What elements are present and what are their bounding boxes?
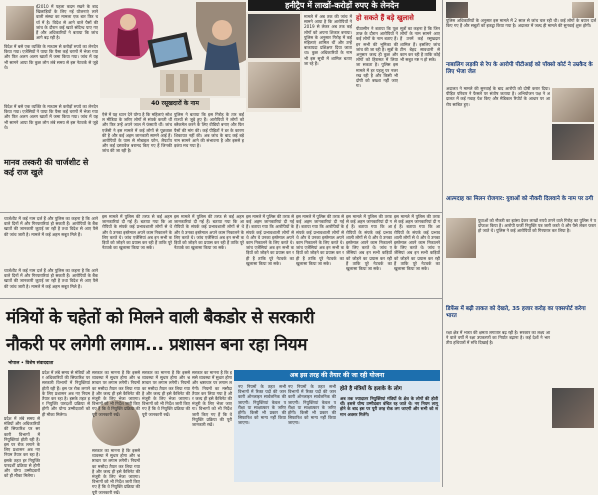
suspect-photo-1: [248, 14, 300, 58]
column-divider-lower: [442, 300, 443, 487]
bottom-body-mid-b: सरकार का मानना है कि इससे व्यवस्था में सुधार होगा और भ्रष्टाचार पर लगाम लगेगी। नियमों का मसौदा तैयार कर लिया गया है और जल्द ही इसे कैबिनेट की मंजूरी के लिए भेजा जाएगा। विभागों को भी निर्देश जारी किए गए हैं कि वे नियुक्ति प्रक्रिया की पूरी जानकारी रखें।: [92, 448, 140, 495]
plan-side-text: अब तक ज्यादातर नियुक्तियां मंत्रियों के क्षेत्र के लोगों की होती थीं। इससे योग्य उम्मीदवार वंचित रह जाते थे। नए नियम लागू होने के बाद इस पर पूरी तरह रोक लग जाएगी और सभी को समान अवसर मिलेंगे।: [340, 396, 438, 417]
top-left-body1: विदेश में बसे एक व्यक्ति के माध्यम से करोड़ों रुपये का लेनदेन किया गया। एजेंसियों ने पाया कि पैसा कई चरणों में भेजा गया और फिर अलग अलग खातों में जमा किया गया। जांच में यह भी सामने आया कि कुछ लोग लंबे समय से इस नेटवर्क से जुड़े थे।: [4, 44, 98, 70]
top-left-body1b: विदेश में बसे एक व्यक्ति के माध्यम से करोड़ों रुपये का लेनदेन किया गया। एजेंसियों ने पाया कि पैसा कई चरणों में भेजा गया और फिर अलग अलग खातों में जमा किया गया। जांच में यह भी सामने आया कि कुछ लोग लंबे समय से इस नेटवर्क से जुड़े थे।: [4, 104, 98, 130]
right-body-1: अदालत ने मामले की सुनवाई के बाद आरोपी को दोषी करार दिया। पीड़ित परिवार ने फैसले पर संतोष जताया है। अभियोजन पक्ष ने अदालत में कई गवाह पेश किए और मेडिकल रिपोर्ट के आधार पर आरोप साबित हुए।: [446, 86, 550, 107]
right-top-text: पुलिस अधिकारियों के अनुसार इस मामले में 2 साल से जांच चल रही थी। कई लोगों के बयान दर्ज किए गए हैं और सबूतों को इकट्ठा किया गया है। अदालत में जल्द ही मामले की सुनवाई शुरू होगी।: [446, 18, 596, 29]
lower-strip-col2: इस मामले में पुलिस की तरफ से कई अहम जानकारियां दी गई हैं। बताया गया कि आरोपियों के संपर्क कई प्रभावशाली लोगों से थे और वे उनका इस्तेमाल अपने काम निकालने के लिए करते थे। जांच एजेंसियां अब इन सभी कड़ियों को जोड़ने का प्रयास कर रही हैं ताकि पूरे नेटवर्क का खुलासा किया जा सके।: [174, 214, 244, 251]
lower-strip-col1: इस मामले में पुलिस की तरफ से कई अहम जानकारियां दी गई हैं। बताया गया कि आरोपियों के संपर्क कई प्रभावशाली लोगों से थे और वे उनका इस्तेमाल अपने काम निकालने के लिए करते थे। जांच एजेंसियां अब इन सभी कड़ियों को जोड़ने का प्रयास कर रही हैं ताकि पूरे नेटवर्क का खुलासा किया जा सके।: [102, 214, 172, 251]
lower-strip-col6: इस मामले में पुलिस की तरफ से कई अहम जानकारियां दी गई हैं। बताया गया कि आरोपियों के संपर्क कई प्रभावशाली लोगों से थे और वे उनका इस्तेमाल अपने काम निकालने के लिए करते थे। जांच एजेंसियां अब इन सभी कड़ियों को जोड़ने का प्रयास कर रही हैं ताकि पूरे नेटवर्क का खुलासा किया जा सके।: [394, 214, 440, 272]
bottom-body-left-b: प्रदेश में लंबे समय से मंत्रियों और अधिकारियों की सिफारिश पर सरकारी विभागों में नियुक्तियां होती रही हैं। इस पर रोक लगाने के लिए प्रशासन अब नए नियम तैयार कर रहा है। इसके तहत हर नियुक्ति पारदर्शी प्रक्रिया से होगी और योग्य उम्मीदवारों को ही मौका मिलेगा।: [4, 416, 40, 479]
right-top-photos: [446, 2, 596, 18]
feature-col-mid: मामले में अब तक की जांच में सामने आया है कि आरोपियों ने 2019 से लेकर अब तक कई लोगों को अपना शिकार बनाया। पुलिस के अनुसार गिरोह में कई महिलाएं शामिल थीं और उन्हें बाकायदा प्रशिक्षण दिया जाता था। कुछ अधिकारियों के नाम भी इस सूची में शामिल बताए जा रहे हैं।: [304, 14, 352, 66]
plan-side-head: होते है मंत्रियों के इलाके के लोग: [340, 386, 402, 392]
bottom-body-mid-a: सरकार का मानना है कि इससे व्यवस्था में सुधार होगा और भ्रष्टाचार पर लगाम लगेगी। नियमों का मसौदा तैयार कर लिया गया है और जल्द ही इसे कैबिनेट की मंजूरी के लिए भेजा जाएगा। विभागों को भी निर्देश जारी किए गए हैं कि वे नियुक्ति प्रक्रिया की पूरी जानकारी रखें।: [92, 370, 140, 417]
lower-strip-col3: इस मामले में पुलिस की तरफ से कई अहम जानकारियां दी गई हैं। बताया गया कि आरोपियों के संपर्क कई प्रभावशाली लोगों से थे और वे उनका इस्तेमाल अपने काम निकालने के लिए करते थे। जांच एजेंसियां अब इन सभी कड़ियों को जोड़ने का प्रयास कर रही हैं ताकि पूरे नेटवर्क का खुलासा किया जा सके।: [246, 214, 294, 266]
top-left-body2: चार्जशीट में कई नाम दर्ज हैं और पुलिस का कहना है कि आने वाले दिनों में और गिरफ्तारियां हो सकती हैं। आरोपियों के बैंक खातों की जानकारी जुटाई जा रही है तथा विदेश से आए पैसे की जांच जारी है। मामले में कई अहम सबूत मिले हैं।: [4, 216, 98, 237]
bottom-body-mid-c: सरकार का मानना है कि इससे व्यवस्था में सुधार होगा और भ्रष्टाचार पर लगाम लगेगी। नियमों का मसौदा तैयार कर लिया गया है और जल्द ही इसे कैबिनेट की मंजूरी के लिए भेजा जाएगा। विभागों को भी निर्देश जारी किए गए हैं कि वे नियुक्ति प्रक्रिया की पूरी जानकारी रखें।: [142, 370, 190, 417]
plan-box-text-b: नए नियमों के तहत सभी विभागों में रिक्त पदों की जानकारी ऑनलाइन सार्वजनिक की जाएगी। नियुक्तियां केवल परीक्षा या साक्षात्कार के जरिए होंगी। किसी भी प्रकार की सिफारिश को मान्य नहीं किया जाएगा।: [288, 384, 336, 426]
feature-masthead: हनीट्रैप में लाखों-करोड़ों रुपए के लेनदेन: [248, 0, 436, 11]
bottom-byline: भोपाल • विशेष संवाददाता: [8, 361, 54, 366]
right-photo-1: [446, 2, 468, 18]
right-photo-6: [552, 388, 594, 428]
right-photo-3: [552, 88, 594, 122]
feature-photo-strip: [246, 12, 302, 112]
top-left-subhead: मानव तस्करी की चार्जशीट से कई राज खुले: [4, 158, 89, 177]
headline-top-rule: [0, 298, 442, 299]
strip-top-rule: [0, 212, 442, 213]
main-headline-line1: मंत्रियों के चहेतों को मिलने वाली बैकडोर से सरकारी: [6, 308, 315, 328]
feature-body-b: पुलिस ने बताया कि इस गिरोह के तार कई राज्यों से जुड़े हुए हैं। आरोपियों ने लोगों को ब्लैकमेल करने के लिए वीडियो बनाए और फिर पैसों की मांग की। कई पीड़ितों ने डर के कारण शिकायत नहीं की। अब जांच के बाद कई बड़े नाम सामने आने की संभावना है और इससे हड़कंप मच गया है।: [174, 112, 244, 149]
feature-col-right: पीठासीन ने बताया कि पूछताछ के दौरान आरोपियों ने कई लोगों के नाम बताए हैं। इन सभी की भूमिका की जांच की जा रही है। सूत्रों के अनुसार जल्द ही कुछ और लोगों को हिरासत में लिया जा सकता है। पुलिस इस मामले में हर पहलू पर नजर रख रही है और किसी भी दोषी को बख्शा नहीं जाएगा।: [356, 26, 398, 89]
right-body-3: रक्षा क्षेत्र में भारत की क्षमता लगातार बढ़ रही है। सरकार का लक्ष्य आने वाले वर्षों में रक्षा उपकरणों का निर्यात बढ़ाना है। कई देशों ने भारतीय हथियारों में रुचि दिखाई है।: [446, 330, 550, 346]
right-photo-4: [552, 124, 594, 160]
right-head-1: नाबालिग लड़की से रेप के आरोपी पीटीआई को पॉक्सो कोर्ट ने उम्रकैद के लिए भेजा जेल: [446, 62, 593, 75]
right-head-2: आत्मदाह का मिलन रोजगार: युवाओं को नौकरी दिलवाने के नाम पर ठगी: [446, 196, 594, 202]
lower-strip-col0: चार्जशीट में कई नाम दर्ज हैं और पुलिस का कहना है कि आने वाले दिनों में और गिरफ्तारियां हो सकती हैं। आरोपियों के बैंक खातों की जानकारी जुटाई जा रही है तथा विदेश से आए पैसे की जांच जारी है। मामले में कई अहम सबूत मिले हैं।: [4, 268, 98, 289]
bottom-body-left-a: प्रदेश में लंबे समय से मंत्रियों और अधिकारियों की सिफारिश पर सरकारी विभागों में नियुक्तियां होती रही हैं। इस पर रोक लगाने के लिए प्रशासन अब नए नियम तैयार कर रहा है। इसके तहत हर नियुक्ति पारदर्शी प्रक्रिया से होगी और योग्य उम्मीदवारों को ही मौका मिलेगा।: [42, 370, 90, 417]
suspect-photo-2: [248, 62, 300, 108]
feature-right-head: हो सकते हैं बड़े खुलासे: [356, 14, 414, 22]
reporter-photo: [6, 6, 34, 40]
main-headline-line2: नौकरी पर लगेगी लगाम... प्रशासन बना रहा नियम: [6, 335, 308, 355]
right-head-3: डिफेंस में बढ़ी ताकत को देखते, 35 हजार करोड़ का एक्सपोर्ट करेगा भारत: [446, 306, 586, 319]
plan-box-text-a: नए नियमों के तहत सभी विभागों में रिक्त पदों की जानकारी ऑनलाइन सार्वजनिक की जाएगी। नियुक्तियां केवल परीक्षा या साक्षात्कार के जरिए होंगी। किसी भी प्रकार की सिफारिश को मान्य नहीं किया जाएगा।: [238, 384, 286, 426]
feature-col-right2: सूत्रों का कहना है कि जिन लोगों के नाम सामने आए हैं उनमें कई रसूखदार शामिल हैं। इसलिए जांच टीम बेहद सावधानी से काम कर रही है ताकि कोई भी सबूत नष्ट न हो सके।: [400, 26, 440, 63]
lower-strip-col4: इस मामले में पुलिस की तरफ से कई अहम जानकारियां दी गई हैं। बताया गया कि आरोपियों के संपर्क कई प्रभावशाली लोगों से थे और वे उनका इस्तेमाल अपने काम निकालने के लिए करते थे। जांच एजेंसियां अब इन सभी कड़ियों को जोड़ने का प्रयास कर रही हैं ताकि पूरे नेटवर्क का खुलासा किया जा सके।: [296, 214, 344, 266]
feature-caption: 40 रसूखदारों के नाम: [140, 98, 210, 110]
right-photo-5: [446, 218, 476, 258]
right-body-2: युवाओं को नौकरी का झांसा देकर लाखों रुपये ठगने वाले गिरोह का पुलिस ने पर्दाफाश किया है। आरोपी फर्जी नियुक्ति पत्र जारी करते थे और पैसे लेकर फरार हो जाते थे। पुलिस ने कई आरोपियों को गिरफ्तार कर लिया है।: [478, 218, 596, 234]
honeytrap-illustration: [100, 0, 246, 98]
top-left-intro: ई2010 में पहला कदम रखने के बाद खिलाड़ियों के लिए नई योजनाएं लाने वाली संस्था का मामला एक बार फिर चर्चा में है। विदेश से आने वाले पैसों की जांच के दौरान कई खाते संदिग्ध पाए गए हैं और अधिकारियों ने बताया कि जांच आगे बढ़ रही है।: [36, 4, 98, 41]
lower-strip-col5: इस मामले में पुलिस की तरफ से कई अहम जानकारियां दी गई हैं। बताया गया कि आरोपियों के संपर्क कई प्रभावशाली लोगों से थे और वे उनका इस्तेमाल अपने काम निकालने के लिए करते थे। जांच एजेंसियां अब इन सभी कड़ियों को जोड़ने का प्रयास कर रही हैं ताकि पूरे नेटवर्क का खुलासा किया जा सके।: [346, 214, 392, 272]
bottom-person-photo: [8, 370, 40, 414]
feature-illustration: [100, 0, 246, 98]
column-divider: [442, 0, 443, 300]
bottom-body-mid-d: सरकार का मानना है कि इससे व्यवस्था में सुधार होगा और भ्रष्टाचार पर लगाम लगेगी। नियमों का मसौदा तैयार कर लिया गया है और जल्द ही इसे कैबिनेट की मंजूरी के लिए भेजा जाएगा। विभागों को भी निर्देश जारी किए गए हैं कि वे नियुक्ति प्रक्रिया की पूरी जानकारी रखें।: [192, 370, 232, 428]
plan-kicker: अब इस तरह की तैयार की जा रही योजना: [234, 370, 440, 381]
right-photo-2: [572, 2, 594, 18]
feature-body-a: ऐसे में यह ध्यान देने योग्य है कि महिलाएं सोशल मीडिया के जरिए लोगों से संपर्क करती थीं और फिर उन्हें अपने जाल में फंसाती थीं। जांच एजेंसी ने इस मामले में कई लोगों से पूछताछ की है और कई अहम जानकारी सामने आई हैं। आरोपियों के पास से मोबाइल फोन, लैपटॉप और कई दस्तावेज बरामद किए गए हैं जिनकी जांच की जा रही है।: [102, 112, 172, 154]
